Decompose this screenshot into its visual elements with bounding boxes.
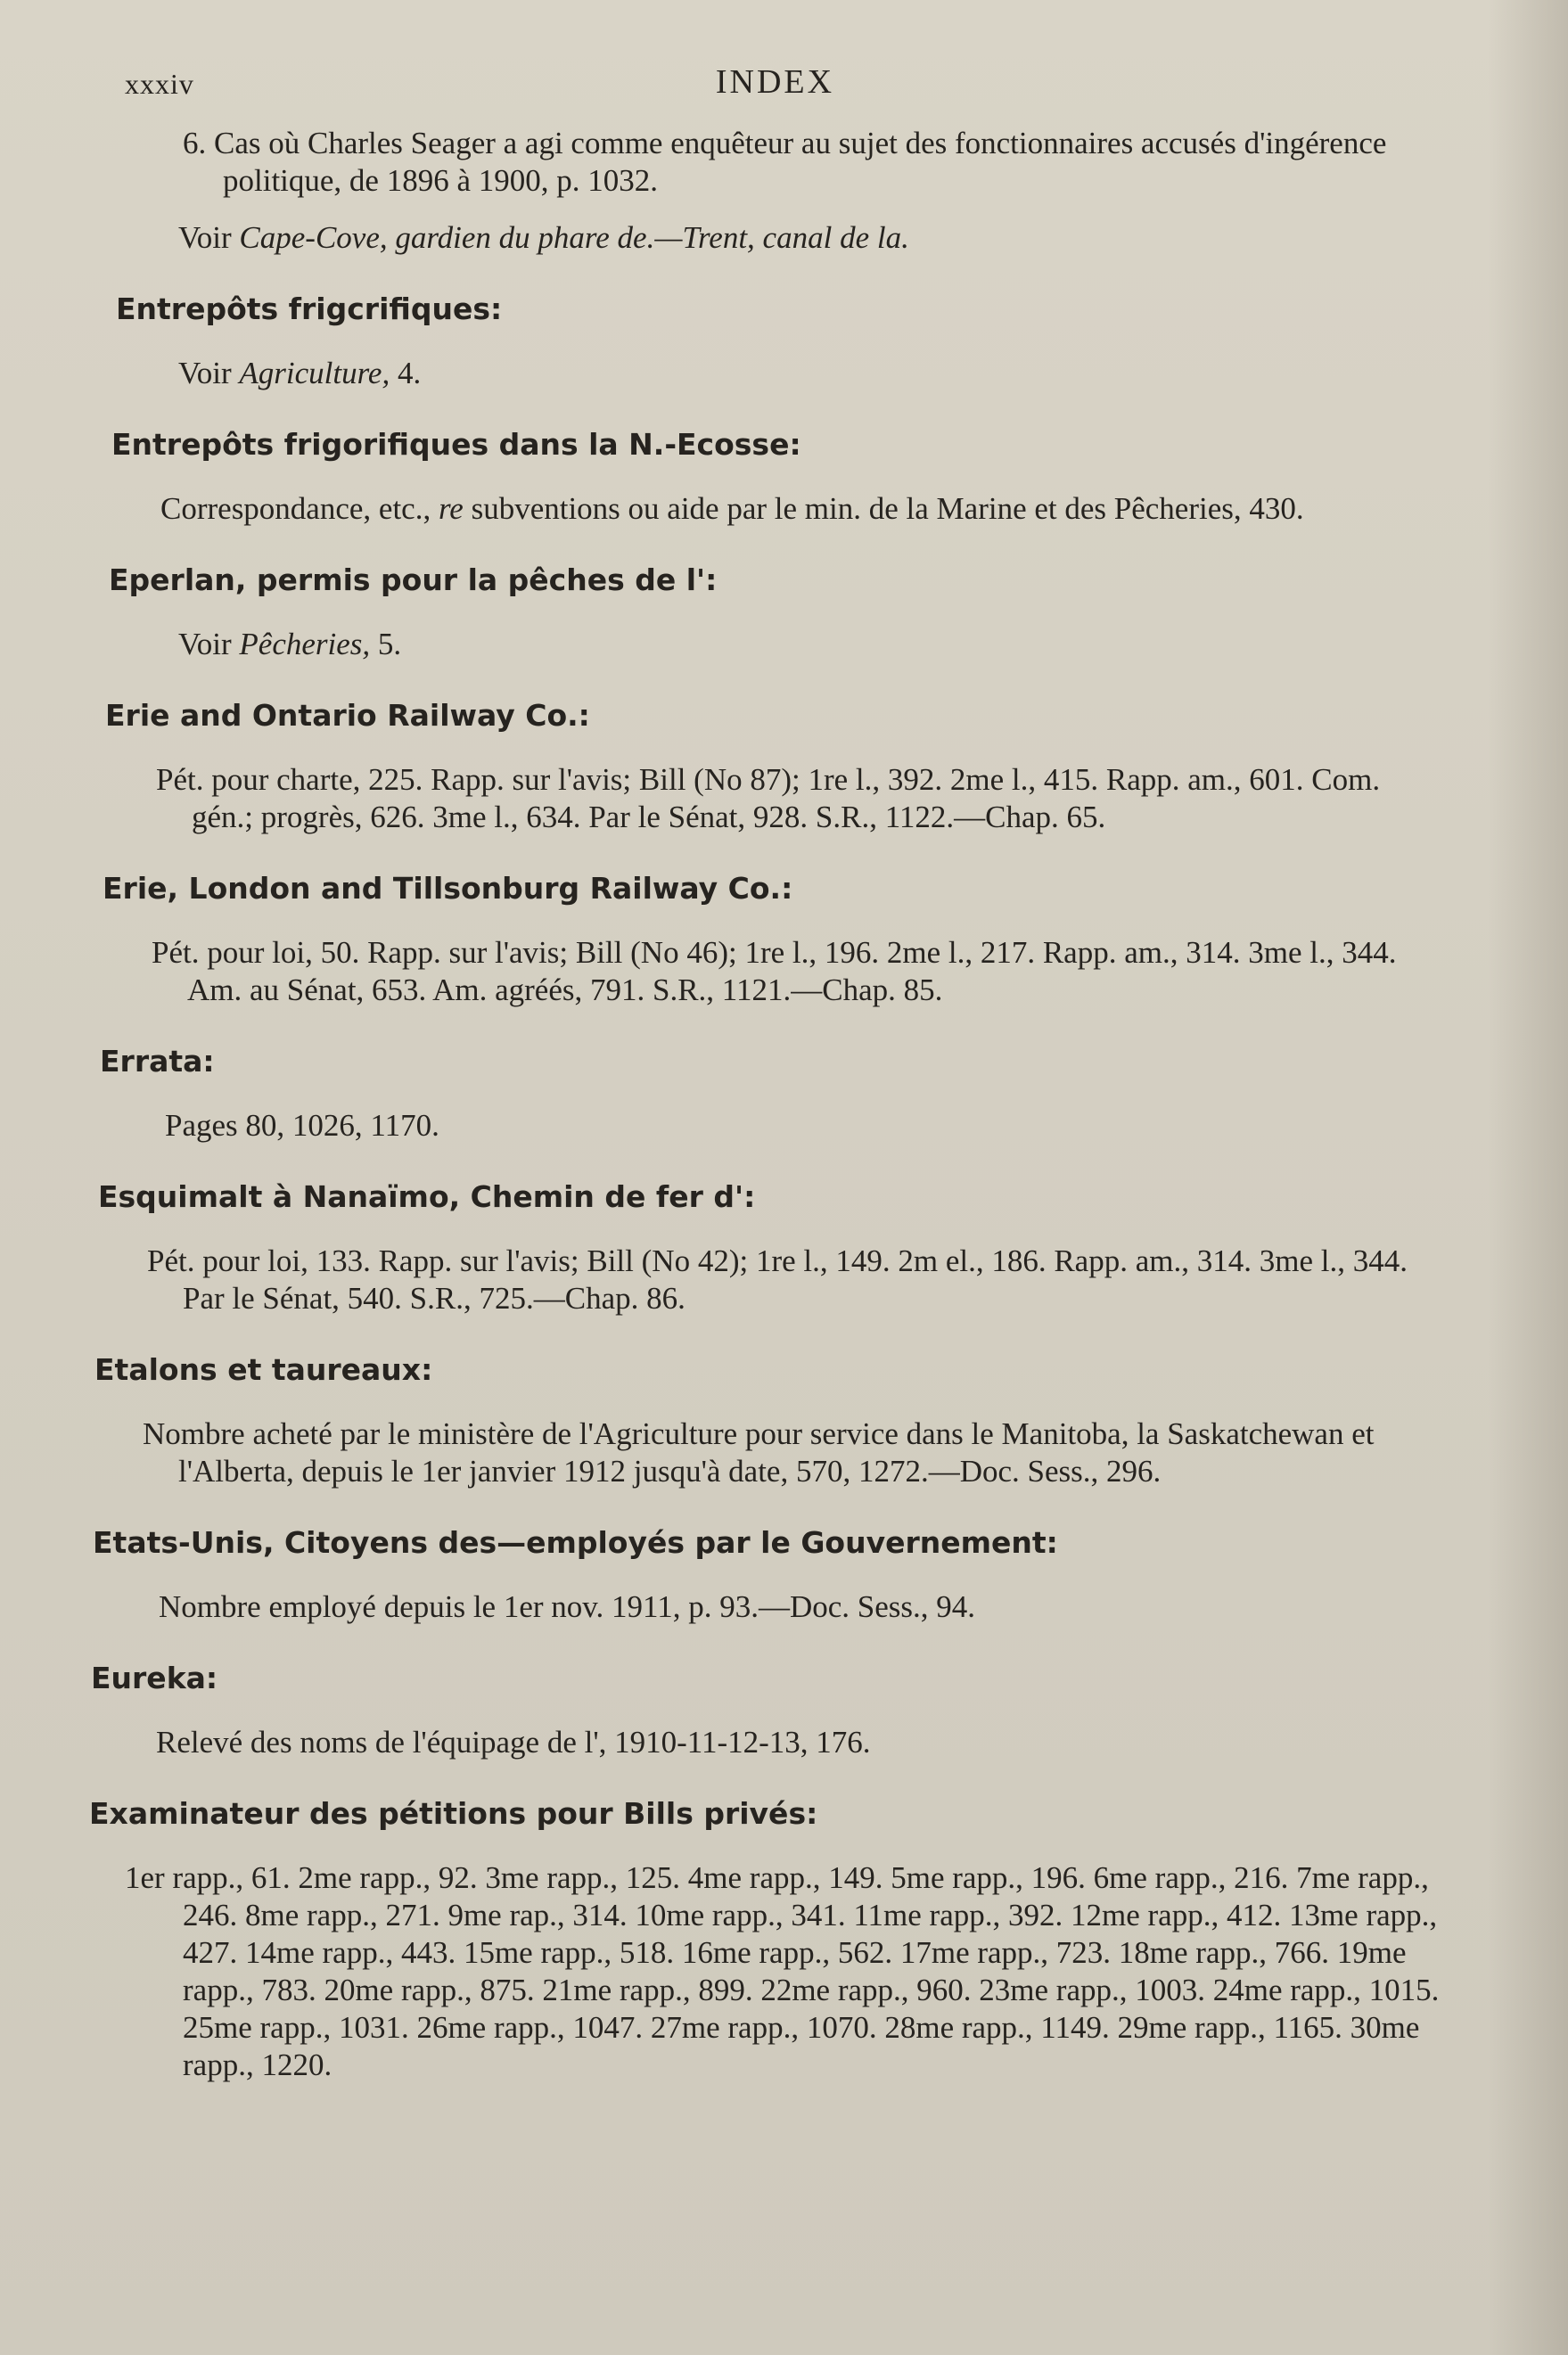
entry-heading: Esquimalt à Nanaïmo, Chemin de fer d': (98, 1179, 756, 1214)
see-reference (178, 219, 1444, 257)
entry-heading: Etats-Unis, Citoyens des—employés par le Gouvernement: (93, 1525, 1058, 1560)
entry-body: 1er rapp., 61. 2me rapp., 92. 3me rapp., 125. 4me rapp., 149. 5me rapp., 196. 6me rapp., 216. 7me rapp., 246. 8me rapp., 271. 9me rap., 314. 10me rapp., 341. 11me rapp., 392. 12me rapp., 412. 13me rapp., 427. 14me rapp., 443. 15me rapp., 518. 16me rapp., 562. 17me rapp., 723. 18me rapp., 766. 19me rapp., 783. 20me rapp., 875. 21me rapp., 899. 22me rapp., 960. 23me rapp., 1003. 24me rapp., 1015. 25me rapp., 1031. 26me rapp., 1047. 27me rapp., 1070. 28me rapp., 1149. 29me rapp., 1165. 30me rapp., 1220. (125, 1860, 1440, 2082)
see-prefix: Voir (178, 220, 232, 255)
see-suffix: 5. (377, 627, 402, 661)
see-reference (178, 626, 1444, 663)
entry-body: Pét. pour charte, 225. Rapp. sur l'avis; Bill (No 87); 1re l., 392. 2me l., 415. Rapp. am., 601. Com. gén.; progrès, 626. 3me l., 634. Par le Sénat, 928. S.R., 1122.—Chap. 65. (156, 762, 1381, 834)
index-entry (89, 426, 1444, 528)
page-header (125, 62, 1425, 107)
page-edge-shadow (1488, 0, 1568, 2355)
index-entry-continuation (89, 125, 1444, 257)
entry-heading: Entrepôts frigcrifiques: (116, 291, 503, 326)
page-number: xxxiv (125, 68, 194, 100)
entry-body (143, 490, 1444, 528)
see-target: Pêcheries, (239, 627, 371, 661)
entry-body: Nombre employé depuis le 1er nov. 1911, p. 93.—Doc. Sess., 94. (159, 1589, 976, 1624)
entry-body-re: re (438, 491, 464, 526)
entry-heading: Etalons et taureaux: (94, 1352, 433, 1387)
index-content (89, 125, 1444, 2114)
index-entry (89, 1795, 1444, 2084)
entry-body-text-rest: subventions ou aide par le min. de la Marine et des Pêcheries, 430. (463, 491, 1304, 526)
entry-heading: Erie, London and Tillsonburg Railway Co.: (103, 871, 793, 906)
entry-heading: Eureka: (91, 1661, 218, 1695)
index-entry (89, 562, 1444, 663)
see-target: Cape-Cove, gardien du phare de.—Trent, canal de la. (239, 220, 909, 255)
entry-body: Pét. pour loi, 133. Rapp. sur l'avis; Bill (No 42); 1re l., 149. 2m el., 186. Rapp. am., 314. 3me l., 344. Par le Sénat, 540. S.R., 725.—Chap. 86. (147, 1243, 1408, 1316)
index-entry (89, 1178, 1444, 1317)
entry-body: Nombre acheté par le ministère de l'Agriculture pour service dans le Manitoba, la Saskatchewan et l'Alberta, depuis le 1er janvier 1912 jusqu'à date, 570, 1272.—Doc. Sess., 296. (143, 1416, 1375, 1489)
index-entry (89, 291, 1444, 392)
index-entry (89, 1043, 1444, 1145)
running-head: INDEX (715, 63, 835, 101)
entry-heading: Eperlan, permis pour la pêches de l': (109, 562, 718, 597)
index-entry (89, 697, 1444, 836)
entry-heading: Erie and Ontario Railway Co.: (105, 698, 590, 733)
index-entry (89, 1524, 1444, 1626)
entry-body: Pages 80, 1026, 1170. (165, 1108, 439, 1143)
entry-body: Relevé des noms de l'équipage de l', 1910-11-12-13, 176. (156, 1725, 871, 1760)
index-entry (89, 870, 1444, 1009)
see-prefix: Voir (178, 627, 232, 661)
entry-heading: Examinateur des pétitions pour Bills privés: (89, 1796, 818, 1831)
see-reference (178, 355, 1444, 392)
index-entry (89, 1660, 1444, 1761)
entry-heading: Errata: (100, 1044, 215, 1079)
see-suffix: 4. (397, 356, 422, 390)
entry-heading: Entrepôts frigorifiques dans la N.-Ecosse: (111, 427, 801, 462)
index-entry (89, 1351, 1444, 1490)
entry-body-text: Correspondance, etc., (160, 491, 439, 526)
see-prefix: Voir (178, 356, 232, 390)
see-target: Agriculture, (239, 356, 390, 390)
entry-body: Pét. pour loi, 50. Rapp. sur l'avis; Bill (No 46); 1re l., 196. 2me l., 217. Rapp. am., 314. 3me l., 344. Am. au Sénat, 653. Am. agréés, 791. S.R., 1121.—Chap. 85. (152, 935, 1397, 1007)
entry-item-6: 6. Cas où Charles Seager a agi comme enquêteur au sujet des fonctionnaires accusés d'ingérence politique, de 1896 à 1900, p. 1032. (183, 126, 1387, 198)
